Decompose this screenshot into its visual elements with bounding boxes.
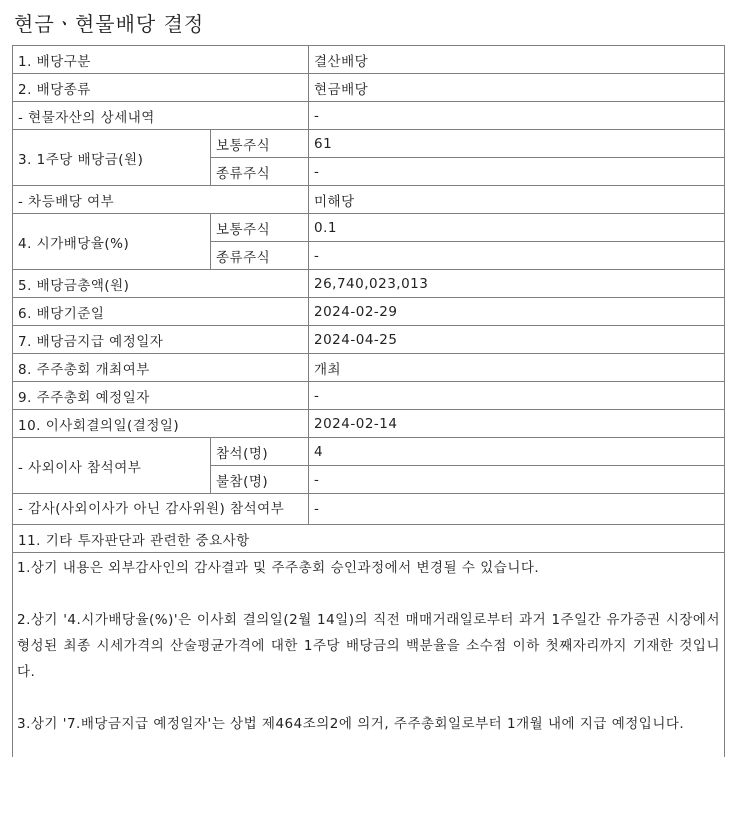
table-row	[13, 270, 725, 298]
dividend-decision-table	[12, 45, 725, 757]
row-value: -	[309, 382, 725, 410]
row-value: 61	[309, 130, 725, 158]
page-title: 현금ㆍ현물배당 결정	[14, 12, 205, 36]
sub-label: 보통주식	[211, 130, 309, 158]
row-value: -	[309, 242, 725, 270]
row-value: 2024-04-25	[309, 326, 725, 354]
row-value: 개최	[309, 354, 725, 382]
row-value: 2024-02-14	[309, 410, 725, 438]
table-row	[13, 494, 725, 525]
table-row	[13, 354, 725, 382]
table-row	[13, 326, 725, 354]
table-row	[13, 438, 725, 466]
note-paragraph: 1.상기 내용은 외부감사인의 감사결과 및 주주총회 승인과정에서 변경될 수 있습니다.	[17, 560, 540, 576]
row-label: 10. 이사회결의일(결정일)	[13, 410, 309, 438]
row-label: 6. 배당기준일	[13, 298, 309, 326]
row-value: 미해당	[309, 186, 725, 214]
row-label: 3. 1주당 배당금(원)	[13, 130, 211, 186]
row-label: 8. 주주총회 개최여부	[13, 354, 309, 382]
row-label: - 차등배당 여부	[13, 186, 309, 214]
table-row	[13, 525, 725, 553]
row-label: 2. 배당종류	[13, 74, 309, 102]
row-value: 4	[309, 438, 725, 466]
table-row	[13, 410, 725, 438]
sub-label: 보통주식	[211, 214, 309, 242]
row-value: 현금배당	[309, 74, 725, 102]
sub-label: 종류주식	[211, 242, 309, 270]
table-row	[13, 74, 725, 102]
row-value: -	[309, 494, 725, 525]
row-label: - 현물자산의 상세내역	[13, 102, 309, 130]
table-row	[13, 382, 725, 410]
row-value: 결산배당	[309, 46, 725, 74]
row-value: 0.1	[309, 214, 725, 242]
table-row	[13, 46, 725, 74]
table-row	[13, 130, 725, 158]
sub-label: 참석(명)	[211, 438, 309, 466]
sub-label: 불참(명)	[211, 466, 309, 494]
row-label: 7. 배당금지급 예정일자	[13, 326, 309, 354]
table-row	[13, 102, 725, 130]
note-paragraph: 2.상기 '4.시가배당율(%)'은 이사회 결의일(2월 14일)의 직전 매매거래일로부터 과거 1주일간 유가증권 시장에서 형성된 최종 시세가격의 산술평균가격에 대한 1주당 배당금의 백분율을 소수점 이하 첫째자리까지 기재한 것입니다.	[17, 612, 720, 680]
row-value: -	[309, 102, 725, 130]
table-row	[13, 553, 725, 758]
row-value: 2024-02-29	[309, 298, 725, 326]
table-row	[13, 298, 725, 326]
table-row	[13, 214, 725, 242]
row-value: -	[309, 466, 725, 494]
notes-cell	[13, 553, 725, 758]
note-paragraph: 3.상기 '7.배당금지급 예정일자'는 상법 제464조의2에 의거, 주주총회일로부터 1개월 내에 지급 예정입니다.	[17, 716, 685, 732]
row-value: -	[309, 158, 725, 186]
row-label: 4. 시가배당율(%)	[13, 214, 211, 270]
table-row	[13, 186, 725, 214]
row-label: 1. 배당구분	[13, 46, 309, 74]
row-label: 11. 기타 투자판단과 관련한 중요사항	[13, 525, 725, 553]
sub-label: 종류주식	[211, 158, 309, 186]
row-value: 26,740,023,013	[309, 270, 725, 298]
row-label: 9. 주주총회 예정일자	[13, 382, 309, 410]
row-label: - 사외이사 참석여부	[13, 438, 211, 494]
row-label: 5. 배당금총액(원)	[13, 270, 309, 298]
row-label: - 감사(사외이사가 아닌 감사위원) 참석여부	[13, 494, 309, 525]
